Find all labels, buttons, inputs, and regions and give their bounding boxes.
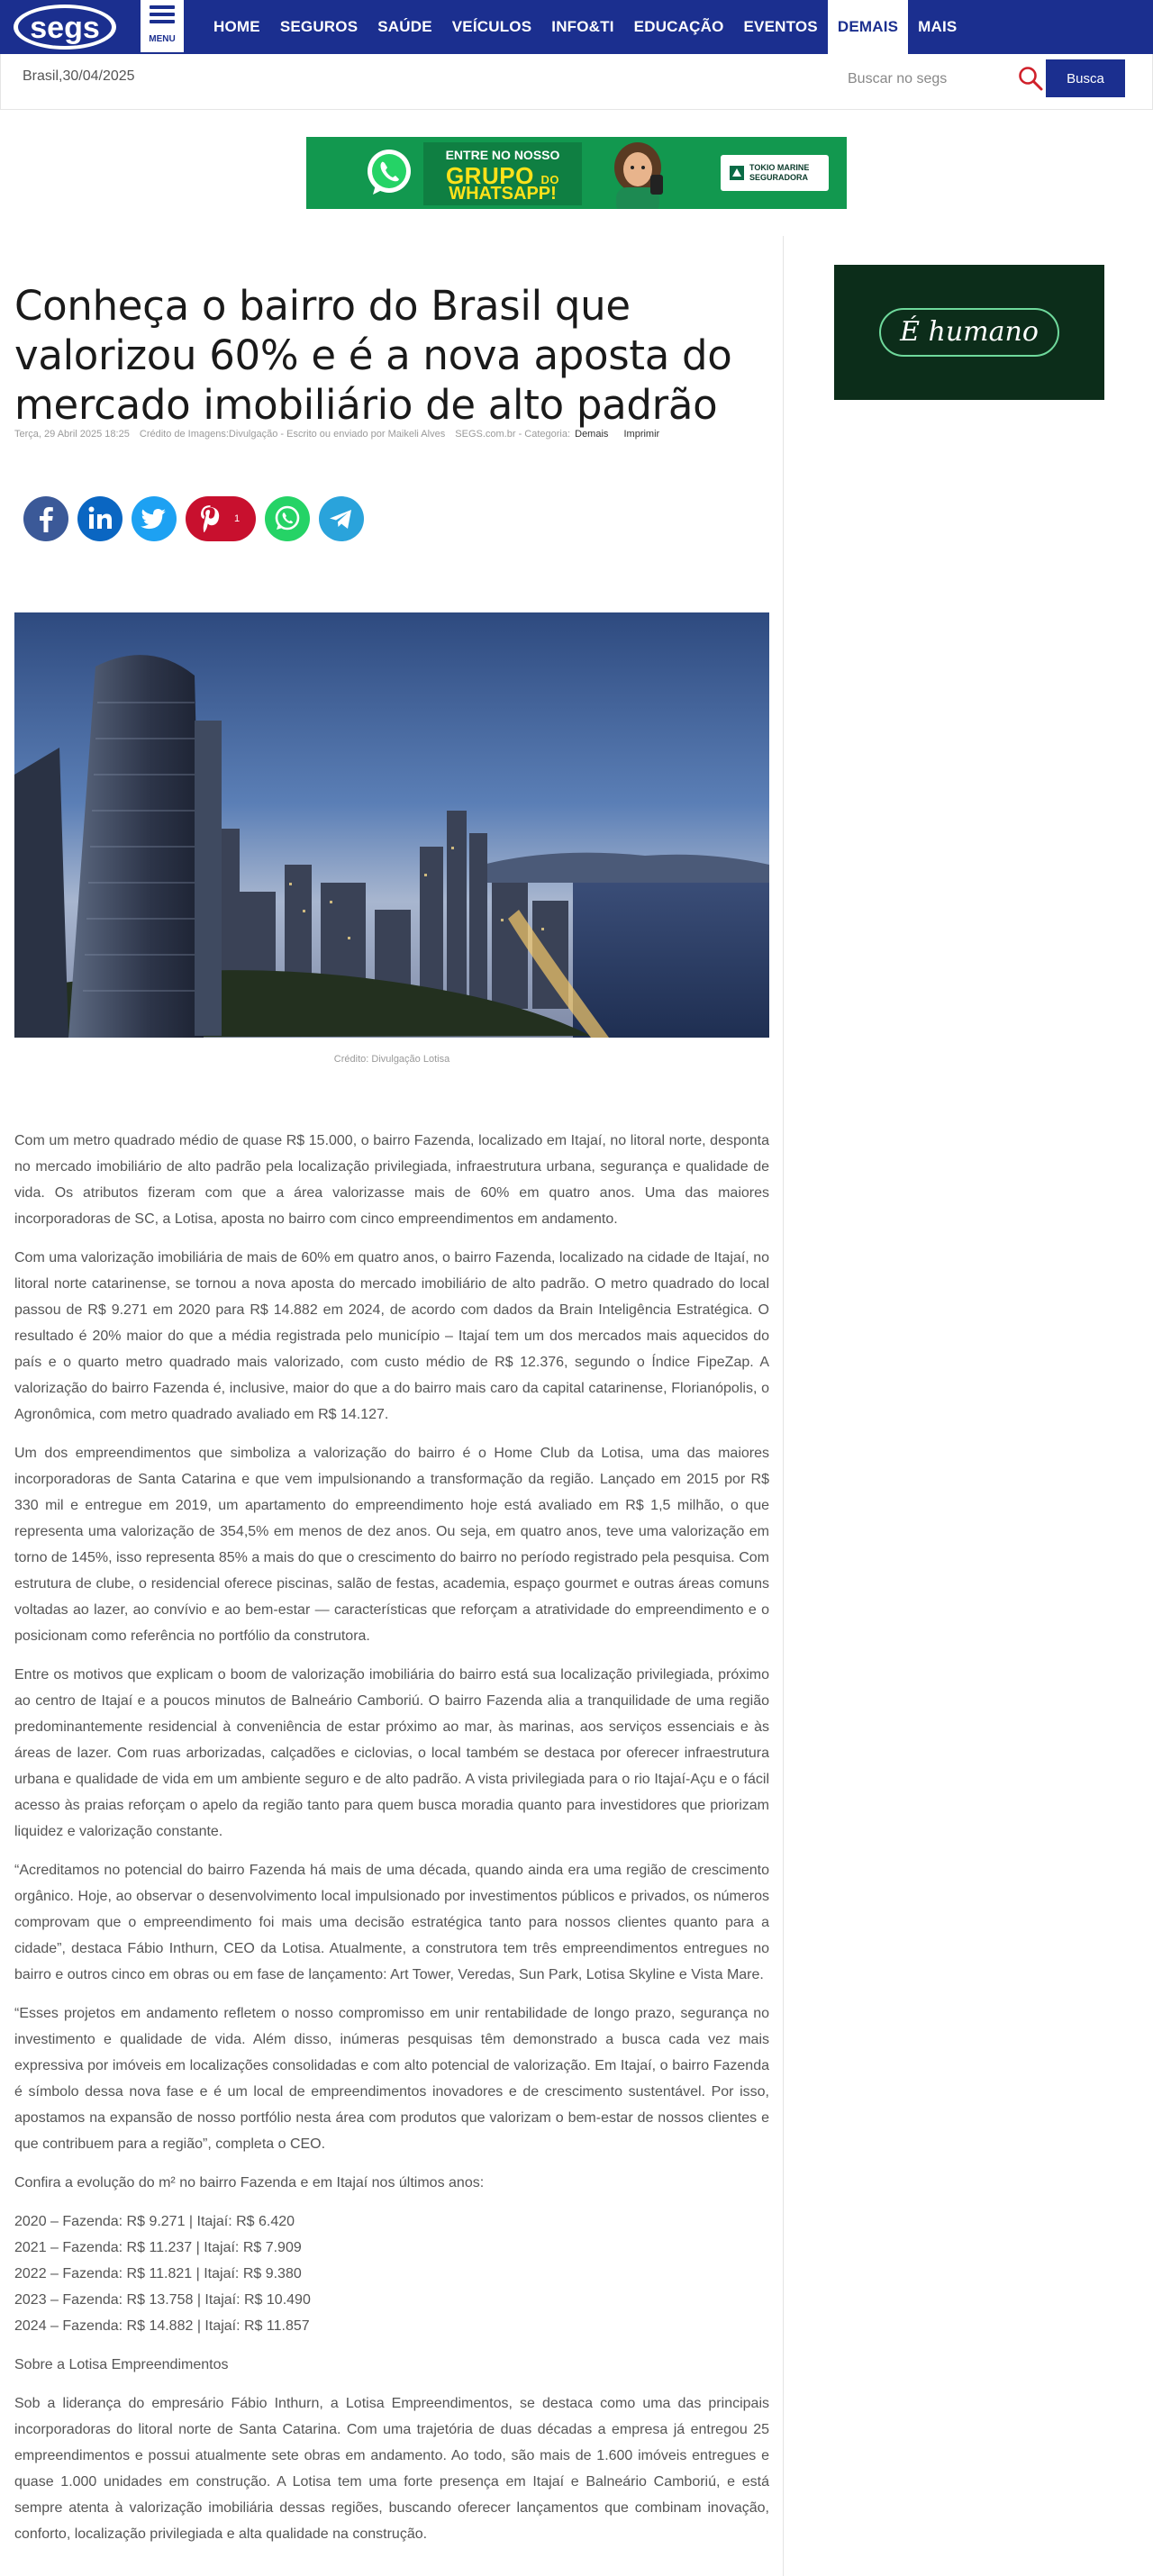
article-body bbox=[14, 1128, 769, 2560]
article-date: Terça, 29 Abril 2025 18:25 bbox=[14, 429, 130, 440]
article-meta bbox=[14, 429, 780, 440]
twitter-icon bbox=[132, 496, 177, 541]
article-category-link[interactable]: Demais bbox=[575, 429, 609, 440]
image-caption: Crédito: Divulgação Lotisa bbox=[333, 1054, 450, 1065]
whatsapp-icon bbox=[360, 144, 418, 202]
article-paragraph: “Acreditamos no potencial do bairro Fazenda há mais de uma década, quando ainda era uma região de crescimento orgânico. Hoje, ao observar o desenvolvimento local impulsionado por investimentos públicos e privados, os números comprovam que o empreendimento foi mais uma decisão estratégica tanto para nossos clientes quanto para a cidade”, destaca Fábio Inthurn, CEO da Lotisa. Atualmente, a construtora tem três empreendimentos entregues no bairro e outros cinco em obras ou em fase de lançamento: Art Tower, Veredas, Sun Park, Lotisa Skyline e Vista Mare. bbox=[14, 1863, 769, 1982]
menu-label: MENU bbox=[149, 34, 176, 44]
banner-line-2-main: GRUPO bbox=[445, 162, 534, 189]
article-paragraph: Confira a evolução do m² no bairro Fazenda e em Itajaí nos últimos anos: bbox=[14, 2175, 485, 2191]
banner-character-illustration bbox=[593, 141, 683, 209]
brand-mark-icon bbox=[728, 164, 746, 182]
article-paragraph: “Esses projetos em andamento refletem o nosso compromisso em unir rentabilidade de longo prazo, segurança no investimento e qualidade de vida. Além disso, inúmeras pesquisas têm demonstrado a busca cada vez mais expressiva por imóveis em localizações consolidadas e com alto potencial de valorização. Em Itajaí, o bairro Fazenda é símbolo dessa nova fase e é um local de empreendimentos inovadores e de crescimento sustentável. Por isso, apostamos na expansão de nosso portfólio nesta área com produtos que valorizam o bem-estar de nossos clientes e que contribuem para a região”, completa o CEO. bbox=[14, 2006, 769, 2152]
banner-line-1: ENTRE NO NOSSO bbox=[445, 148, 560, 162]
evolution-line: 2022 – Fazenda: R$ 11.821 | Itajaí: R$ 9.380 bbox=[14, 2266, 302, 2281]
article-hero-image bbox=[14, 612, 769, 1038]
date-search-bar bbox=[0, 54, 1153, 110]
article-source: SEGS.com.br - Categoria: bbox=[455, 429, 571, 440]
menu-icon bbox=[150, 5, 175, 27]
telegram-icon bbox=[319, 496, 364, 541]
whatsapp-share-button[interactable] bbox=[265, 496, 310, 541]
evolution-line: 2023 – Fazenda: R$ 13.758 | Itajaí: R$ 10.490 bbox=[14, 2292, 311, 2308]
evolution-line: 2021 – Fazenda: R$ 11.237 | Itajaí: R$ 7.909 bbox=[14, 2240, 302, 2255]
linkedin-share-button[interactable] bbox=[77, 496, 123, 541]
search-button[interactable]: Busca bbox=[1046, 59, 1125, 97]
about-heading: Sobre a Lotisa Empreendimentos bbox=[14, 2357, 229, 2372]
facebook-share-button[interactable] bbox=[23, 496, 68, 541]
evolution-line: 2024 – Fazenda: R$ 14.882 | Itajaí: R$ 11.857 bbox=[14, 2318, 310, 2334]
pinterest-share-count: 1 bbox=[233, 513, 241, 524]
nav-item-seguros[interactable]: SEGUROS bbox=[279, 18, 359, 35]
search-icon[interactable] bbox=[1017, 65, 1044, 92]
sidebar-ad[interactable] bbox=[834, 265, 1104, 400]
brand-text: TOKIO MARINE SEGURADORA bbox=[749, 163, 810, 182]
logo-text: segs bbox=[30, 11, 100, 45]
whatsapp-icon bbox=[265, 496, 310, 541]
print-link[interactable]: Imprimir bbox=[623, 429, 660, 440]
current-date: Brasil,30/04/2025 bbox=[23, 68, 135, 84]
article-paragraph: Com um metro quadrado médio de quase R$ 15.000, o bairro Fazenda, localizado em Itajaí, no litoral norte, desponta no mercado imobiliário de alto padrão pela localização privilegiada, infraestrutura urbana, segurança e qualidade de vida. Os atributos fizeram com que a área valorizasse mais de 60% em quatro anos. Uma das maiores incorporadoras de SC, a Lotisa, aposta no bairro com cinco empreendimentos em andamento. bbox=[14, 1133, 769, 1227]
article-column bbox=[0, 236, 784, 2576]
menu-button[interactable] bbox=[141, 0, 184, 52]
nav-item-saude[interactable]: SAÚDE bbox=[377, 18, 432, 35]
segs-logo[interactable] bbox=[11, 2, 119, 52]
telegram-share-button[interactable] bbox=[319, 496, 364, 541]
article-paragraph: Um dos empreendimentos que simboliza a valorização do bairro é o Home Club da Lotisa, uma das maiores incorporadoras de Santa Catarina e que vem impulsionando a transformação da região. Lançado em 2015 por R$ 330 mil e entregue em 2019, um apartamento do empreendimento hoje está avaliado em R$ 1,5 milhão, o que representa uma valorização de 354,5% em menos de dez anos. Ou seja, em quatro anos, teve uma valorização em torno de 145%, isso representa 85% a mais do que o crescimento do bairro no período registrado pela pesquisa. Com estrutura de clube, o residencial oferece piscinas, salão de festas, academia, espaço gourmet e outras áreas comuns voltadas ao lazer, ao convívio e ao bem-estar — características que reforçam a atratividade do empreendimento e o posicionam como referência no portfólio da construtora. bbox=[14, 1446, 769, 1644]
nav-item-demais[interactable]: DEMAIS bbox=[828, 0, 908, 54]
twitter-share-button[interactable] bbox=[132, 496, 177, 541]
nav-item-info-ti[interactable]: INFO&TI bbox=[551, 18, 614, 35]
pinterest-share-button[interactable] bbox=[186, 496, 256, 541]
share-buttons bbox=[23, 495, 364, 542]
evolution-line: 2020 – Fazenda: R$ 9.271 | Itajaí: R$ 6.420 bbox=[14, 2214, 295, 2229]
search-input[interactable] bbox=[848, 63, 1010, 95]
nav-item-veiculos[interactable]: VEÍCULOS bbox=[451, 18, 532, 35]
article-paragraph: Com uma valorização imobiliária de mais de 60% em quatro anos, o bairro Fazenda, localizado na cidade de Itajaí, no litoral norte catarinense, se tornou a nova aposta do mercado imobiliário de alto padrão. O metro quadrado do local passou de R$ 9.271 em 2020 para R$ 14.882 em 2024, de acordo com dados da Brain Inteligência Estratégica. O resultado é 20% maior do que a média registrada pelo município – Itajaí tem um dos mercados mais aquecidos do país e o quarto metro quadrado mais valorizado, com custo médio de R$ 12.376, segundo o Índice FipeZap. A valorização do bairro Fazenda é, inclusive, maior do que a do bairro mais caro da capital catarinense, Florianópolis, o Agronômica, com metro quadrado avaliado em R$ 14.127. bbox=[14, 1250, 769, 1422]
about-paragraph: Sob a liderança do empresário Fábio Inthurn, a Lotisa Empreendimentos, se destaca como uma das principais incorporadoras do litoral norte de Santa Catarina. Com uma trajetória de duas décadas a empresa já entregou 25 empreendimentos e possui atualmente sete obras em andamento. Ao todo, são mais de 1.600 imóveis entregues e quase 1.000 unidades em construção. A Lotisa tem uma forte presença em Itajaí e Balneário Camboriú, e está sempre atenta à valorização imobiliária dessas regiões, buscando oferecer lançamentos que combinam inovação, conforto, localização privilegiada e alta qualidade na construção. bbox=[14, 2396, 769, 2542]
nav-item-eventos[interactable]: EVENTOS bbox=[743, 18, 818, 35]
banner-line-2-small: DO bbox=[540, 173, 560, 186]
pinterest-icon bbox=[187, 496, 232, 541]
nav-item-mais[interactable]: MAIS bbox=[918, 18, 958, 35]
banner-line-3: WHATSAPP! bbox=[449, 184, 557, 204]
banner-text-card bbox=[423, 142, 582, 205]
facebook-icon bbox=[23, 496, 68, 541]
sidebar-ad-text: É humano bbox=[879, 308, 1059, 357]
article-title: Conheça o bairro do Brasil que valorizou 60% e é a nova aposta do mercado imobiliário de alto padrão bbox=[14, 282, 732, 429]
top-nav bbox=[0, 0, 1153, 54]
article-credit: Crédito de Imagens:Divulgação - Escrito ou enviado por Maikeli Alves bbox=[139, 429, 446, 440]
nav-item-educacao[interactable]: EDUCAÇÃO bbox=[633, 18, 724, 35]
article-paragraph: Entre os motivos que explicam o boom de valorização imobiliária do bairro está sua localização privilegiada, próximo ao centro de Itajaí e a poucos minutos de Balneário Camboriú. O bairro Fazenda alia a tranquilidade de uma região predominantemente residencial à conveniência de estar próximo ao mar, às marinas, aos serviços essenciais e às áreas de lazer. Com ruas arborizadas, calçadões e ciclovias, o local também se destaca por oferecer infraestrutura urbana e qualidade de vida em um ambiente seguro e de alto padrão. A vista privilegiada para o rio Itajaí-Açu e o fácil acesso às praias reforçam o apelo da região tanto para quem busca moradia quanto para investidores que priorizam liquidez e valorização constante. bbox=[14, 1667, 769, 1839]
tokio-marine-logo bbox=[721, 155, 829, 191]
nav-item-home[interactable]: HOME bbox=[213, 18, 260, 35]
whatsapp-group-banner[interactable] bbox=[306, 137, 847, 209]
main-nav bbox=[204, 0, 967, 54]
linkedin-icon bbox=[77, 496, 123, 541]
